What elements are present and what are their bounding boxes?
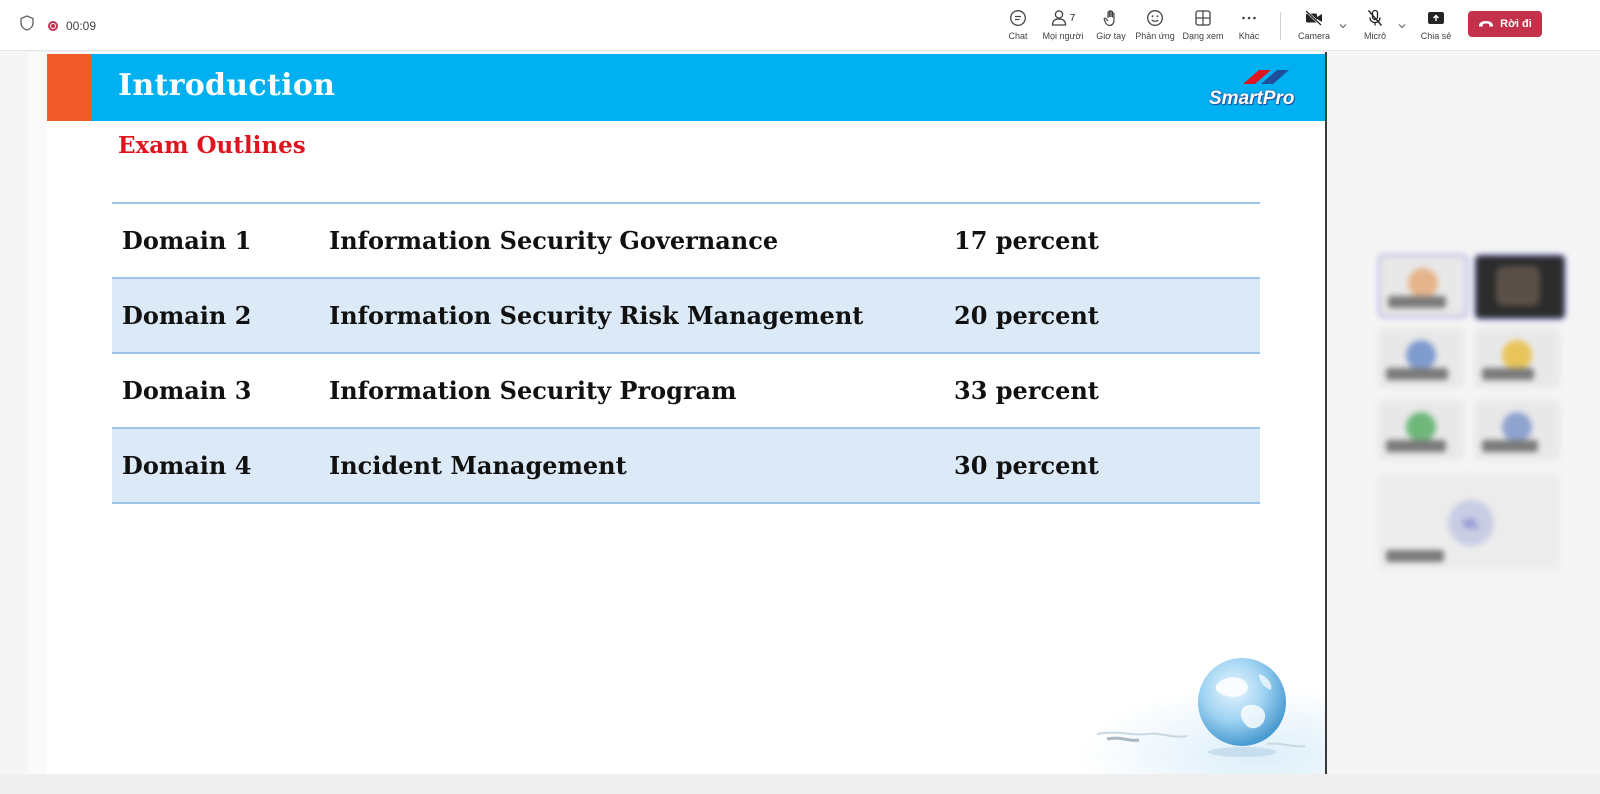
- meeting-timer: 00:09: [66, 18, 97, 33]
- share-screen-icon: [1426, 9, 1446, 27]
- table-row: [112, 353, 1260, 428]
- avatar: [1496, 266, 1540, 306]
- domain-cell: Domain 4: [112, 428, 329, 503]
- participant-name-tag: [1386, 440, 1446, 452]
- meeting-toolbar: [0, 0, 1600, 51]
- hang-up-icon: [1478, 19, 1494, 29]
- leave-button[interactable]: [1468, 11, 1542, 37]
- participant-tile[interactable]: [1474, 254, 1566, 320]
- participant-tile[interactable]: [1378, 254, 1468, 318]
- share-button[interactable]: [1416, 8, 1456, 44]
- emoji-icon: [1146, 9, 1164, 27]
- shield-icon: [20, 15, 34, 36]
- people-button[interactable]: [1040, 8, 1086, 44]
- camera-button[interactable]: [1294, 8, 1334, 44]
- meeting-status: [20, 15, 96, 36]
- participant-tile[interactable]: [1474, 328, 1560, 388]
- table-row: [112, 428, 1260, 503]
- stage-divider: [1325, 52, 1327, 774]
- recording-icon: [48, 21, 58, 31]
- participant-name-tag: [1386, 550, 1444, 562]
- raise-hand-label: Giơ tay: [1096, 31, 1126, 41]
- table-row: [112, 278, 1260, 353]
- participant-name-tag: [1388, 296, 1446, 308]
- react-button[interactable]: [1134, 8, 1176, 44]
- chat-button[interactable]: [1000, 8, 1036, 44]
- mic-off-icon: [1366, 9, 1384, 27]
- domain-weight-cell: 33 percent: [954, 353, 1260, 428]
- participant-tile[interactable]: [1378, 474, 1560, 570]
- avatar: [1406, 412, 1436, 442]
- toolbar-divider: [1280, 12, 1281, 40]
- domain-name-cell: Incident Management: [329, 428, 954, 503]
- hand-icon: [1103, 9, 1119, 27]
- participant-name-tag: [1482, 368, 1534, 380]
- avatar: [1448, 500, 1494, 546]
- react-label: Phản ứng: [1135, 31, 1175, 41]
- participant-name-tag: [1386, 368, 1448, 380]
- view-label: Dạng xem: [1182, 31, 1224, 41]
- avatar: [1408, 268, 1438, 298]
- globe-decoration: [1077, 644, 1307, 774]
- slide-header: [47, 54, 1325, 121]
- camera-label: Camera: [1297, 31, 1330, 41]
- view-button[interactable]: [1180, 8, 1226, 44]
- grid-view-icon: [1194, 9, 1212, 27]
- leave-label: Rời đi: [1500, 18, 1532, 30]
- participant-name-tag: [1482, 440, 1538, 452]
- domain-name-cell: Information Security Risk Management: [329, 278, 954, 353]
- bottom-strip: [0, 774, 1600, 794]
- mic-button[interactable]: [1358, 8, 1392, 44]
- participant-tile[interactable]: [1378, 328, 1464, 388]
- slide-title: Introduction: [118, 68, 336, 103]
- camera-options-chevron[interactable]: [1338, 18, 1348, 36]
- participants-panel: [1328, 52, 1600, 794]
- exam-outline-table: [112, 202, 1260, 504]
- domain-name-cell: Information Security Program: [329, 353, 954, 428]
- more-button[interactable]: [1232, 8, 1266, 44]
- people-count: 7: [1069, 12, 1076, 24]
- logo-text: SmartPro: [1209, 88, 1295, 109]
- smartpro-logo: [1207, 66, 1307, 112]
- avatar: [1502, 340, 1532, 370]
- globe-icon: [1077, 644, 1307, 774]
- domain-cell: Domain 3: [112, 353, 329, 428]
- participant-tile[interactable]: [1474, 400, 1560, 460]
- domain-cell: Domain 1: [112, 203, 329, 278]
- domain-weight-cell: 20 percent: [954, 278, 1260, 353]
- more-label: Khác: [1238, 31, 1260, 41]
- domain-cell: Domain 2: [112, 278, 329, 353]
- mic-options-chevron[interactable]: [1397, 18, 1407, 36]
- share-label: Chia sẻ: [1420, 31, 1452, 41]
- toolbar-actions: [1000, 8, 1600, 44]
- avatar-initials: VL: [1462, 515, 1480, 531]
- more-icon: [1240, 9, 1258, 27]
- participant-tile[interactable]: [1378, 400, 1464, 460]
- avatar: [1502, 412, 1532, 442]
- camera-off-icon: [1304, 9, 1324, 27]
- chevron-down-icon: [1338, 21, 1348, 31]
- domain-name-cell: Information Security Governance: [329, 203, 954, 278]
- header-accent-bar: [47, 54, 91, 121]
- people-icon: [1051, 9, 1067, 27]
- avatar: [1406, 340, 1436, 370]
- people-label: Mọi người: [1042, 31, 1084, 41]
- presentation-slide: [47, 54, 1325, 774]
- raise-hand-button[interactable]: [1092, 8, 1130, 44]
- domain-weight-cell: 17 percent: [954, 203, 1260, 278]
- slide-subtitle: Exam Outlines: [118, 132, 306, 159]
- table-row: [112, 203, 1260, 278]
- chat-label: Chat: [1008, 31, 1028, 41]
- mic-label: Micrô: [1364, 31, 1386, 41]
- domain-weight-cell: 30 percent: [954, 428, 1260, 503]
- chat-icon: [1009, 9, 1027, 27]
- chevron-down-icon: [1397, 21, 1407, 31]
